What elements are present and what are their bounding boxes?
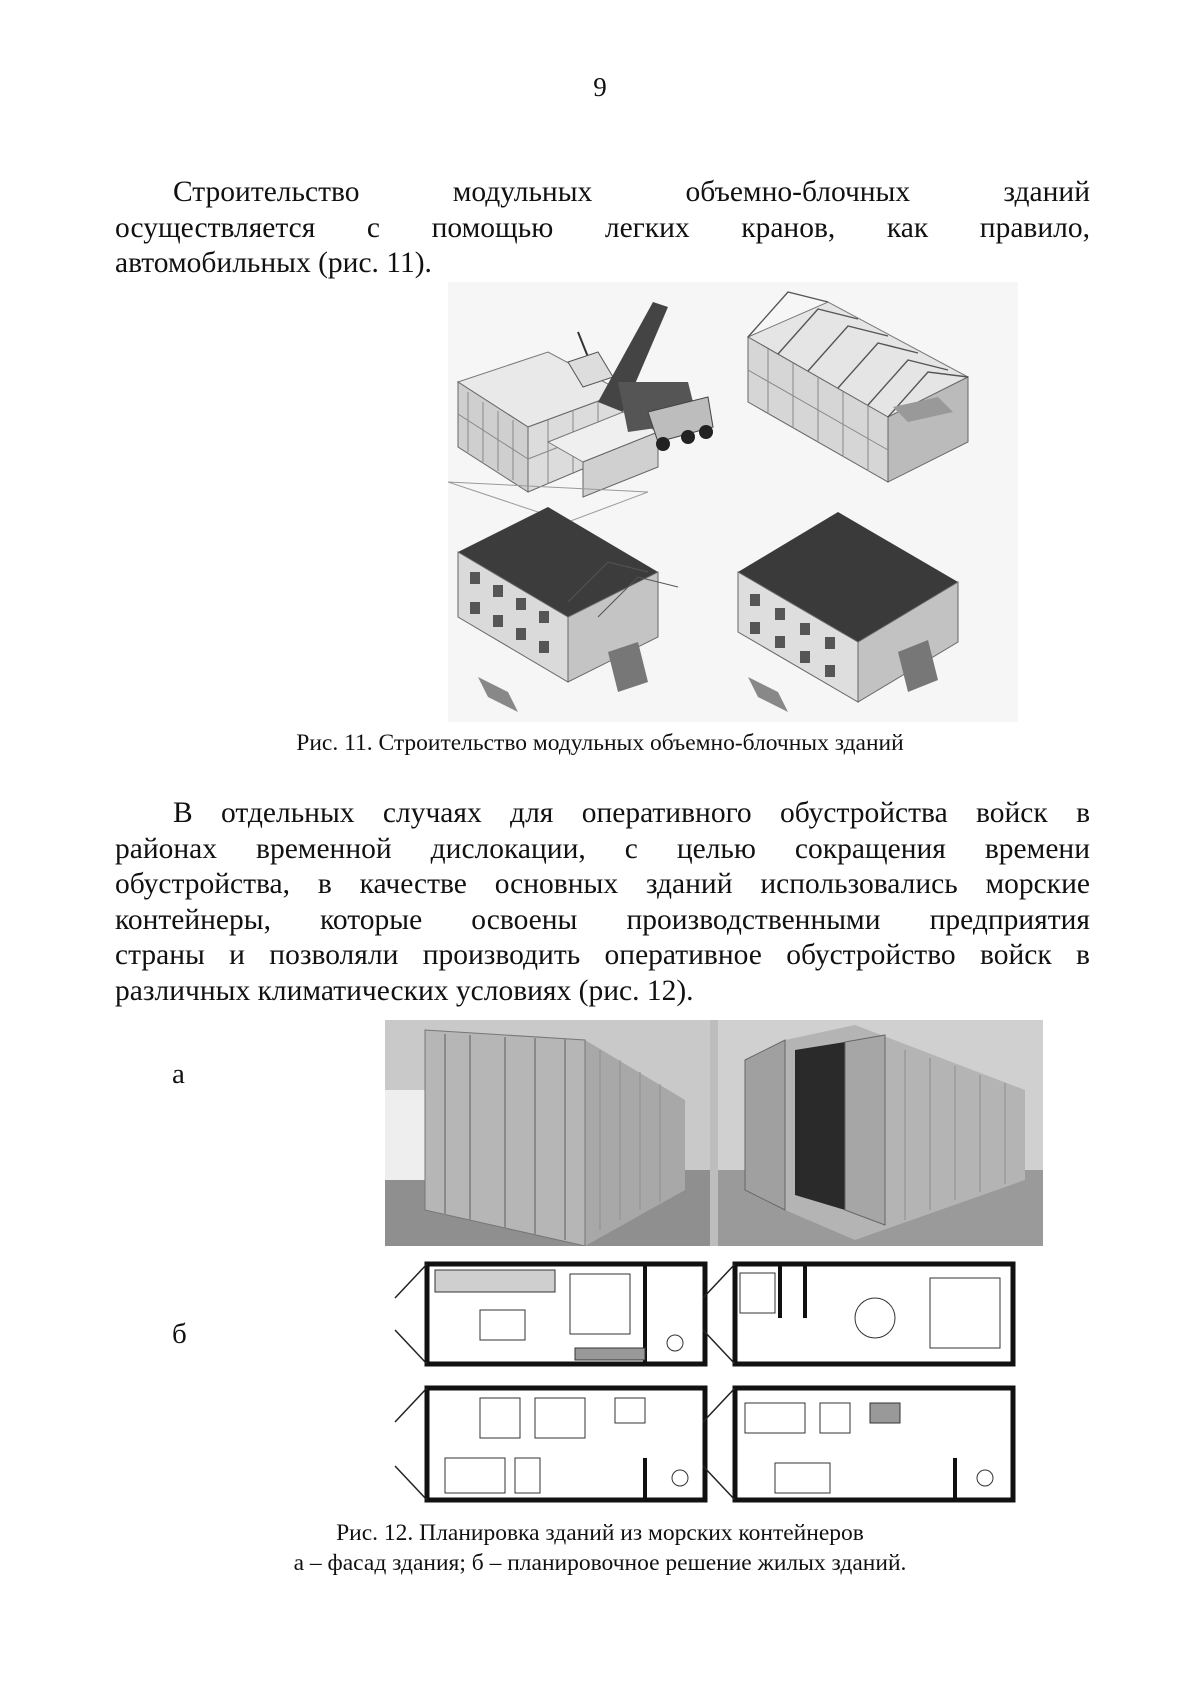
paragraph-line: автомобильных (рис. 11). [115,247,432,279]
paragraph-line: обустройства, в качестве основных зданий использовались морские [115,868,1090,900]
paragraph-2 [115,796,1090,1009]
paragraph-line: районах временной дислокации, с целью сокращения времени [115,832,1090,865]
figure-11-caption: Рис. 11. Строительство модульных объемно-блочных зданий [296,730,904,756]
figure-12-caption-line-1: Рис. 12. Планировка зданий из морских контейнеров [336,1520,864,1546]
paragraph-line: В отдельных случаях для оперативного обустройства войск в [173,797,1090,829]
paragraph-line: Строительство модульных объемно-блочных зданий [173,176,1090,208]
paragraph-line: контейнеры, которые освоены производственными предприятия [115,903,1090,936]
figure-11 [448,282,1018,722]
page-number: 9 [593,72,607,102]
figure-12a-container-photos [385,1020,1043,1246]
fig11-finished-building-image [738,512,958,712]
figure-12-label-b: б [172,1318,187,1350]
paragraph-1 [115,175,1090,282]
fig11-crane-assembly-image [448,302,713,522]
paragraph-line: различных климатических условиях (рис. 12). [115,974,694,1007]
fig12a-container-open-image [718,1020,1043,1246]
figure-12-label-a: а [172,1058,185,1090]
fig11-partial-roof-image [458,507,678,712]
figure-12-caption-line-2: а – фасад здания; б – планировочное решение жилых зданий. [293,1550,907,1576]
fig11-roof-truss-image [748,292,968,482]
paragraph-line: осуществляется с помощью легких кранов, как правило, [115,211,1090,244]
figure-12b-floor-plans [385,1258,1045,1508]
fig12a-container-closed-image [385,1020,710,1246]
paragraph-line: страны и позволяли производить оперативное обустройство войск в [115,939,1090,971]
